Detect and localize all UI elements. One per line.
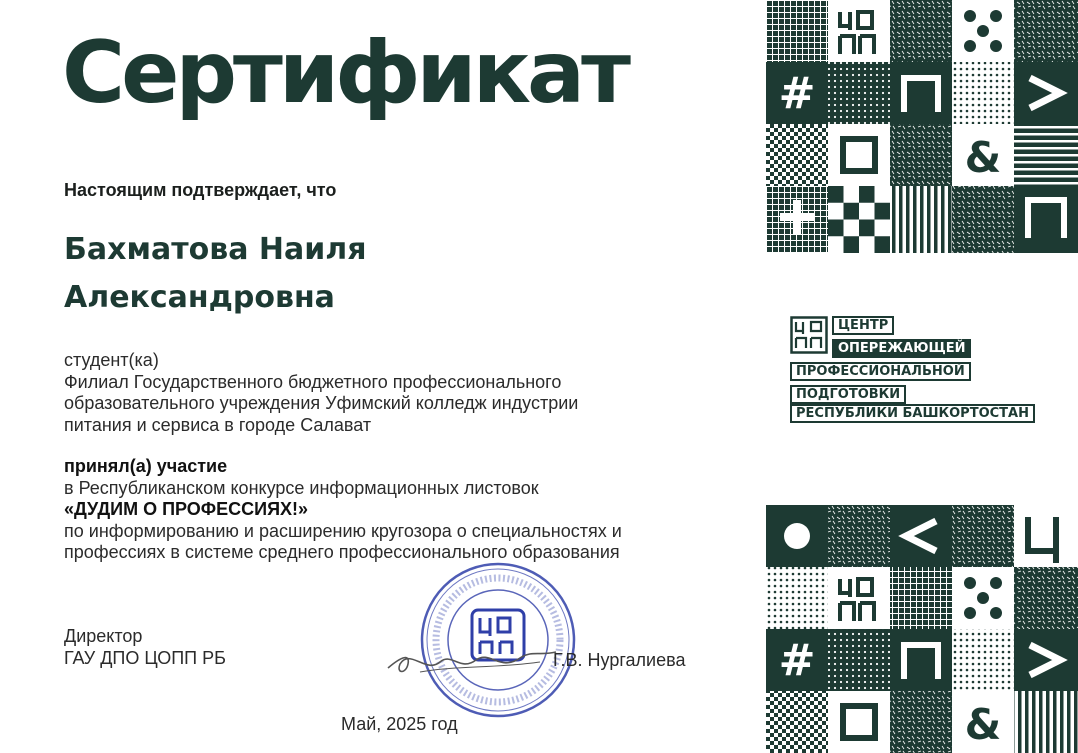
svg-text:#: # [778,635,816,686]
participation-heading: принял(а) участие [64,456,228,476]
participation-line: профессиях в системе среднего профессионального образования [64,542,620,562]
recipient-role [64,350,578,436]
director-org: ГАУ ДПО ЦОПП РБ [64,647,226,668]
svg-text:&: & [964,700,1002,749]
contest-name: «ДУДИМ О ПРОФЕССИЯХ!» [64,499,309,519]
svg-text:&: & [964,133,1002,182]
decorative-tile-mosaic-top [766,0,1078,253]
signer-name: Г.В. Нургалиева [553,650,686,670]
issue-date: Май, 2025 год [341,714,458,734]
role-line: образовательного учреждения Уфимский колледж индустрии [64,393,579,413]
role-line: питания и сервиса в городе Салават [64,414,372,435]
director-block [64,626,226,669]
director-title: Директор [64,626,143,646]
logo-line: ПРОФЕССИОНАЛЬНОЙ [790,362,971,381]
participation-line: по информированию и расширению кругозора о специальностях и [64,520,622,541]
copp-logo-mark [790,316,828,354]
decorative-tile-mosaic-bottom [766,505,1078,753]
certificate-title: Сертификат [62,23,627,123]
signature-mark [380,628,570,688]
recipient-name-line2: Александровна [64,280,335,315]
logo-line: РЕСПУБЛИКИ БАШКОРТОСТАН [790,404,1035,423]
role-line: студент(ка) [64,350,159,370]
logo-line: ПОДГОТОВКИ [790,385,906,404]
svg-text:#: # [778,68,816,119]
participation-block [64,456,622,564]
role-line: Филиал Государственного бюджетного профессионального [64,371,562,392]
recipient-name-line1: Бахматова Наиля [64,232,367,267]
participation-line: в Республиканском конкурсе информационных листовок [64,477,539,498]
logo-line: ОПЕРЕЖАЮЩЕЙ [832,339,971,358]
recipient-name [64,226,367,322]
confirm-text: Настоящим подтверждает, что [64,180,337,200]
logo-line: ЦЕНТР [832,316,894,335]
